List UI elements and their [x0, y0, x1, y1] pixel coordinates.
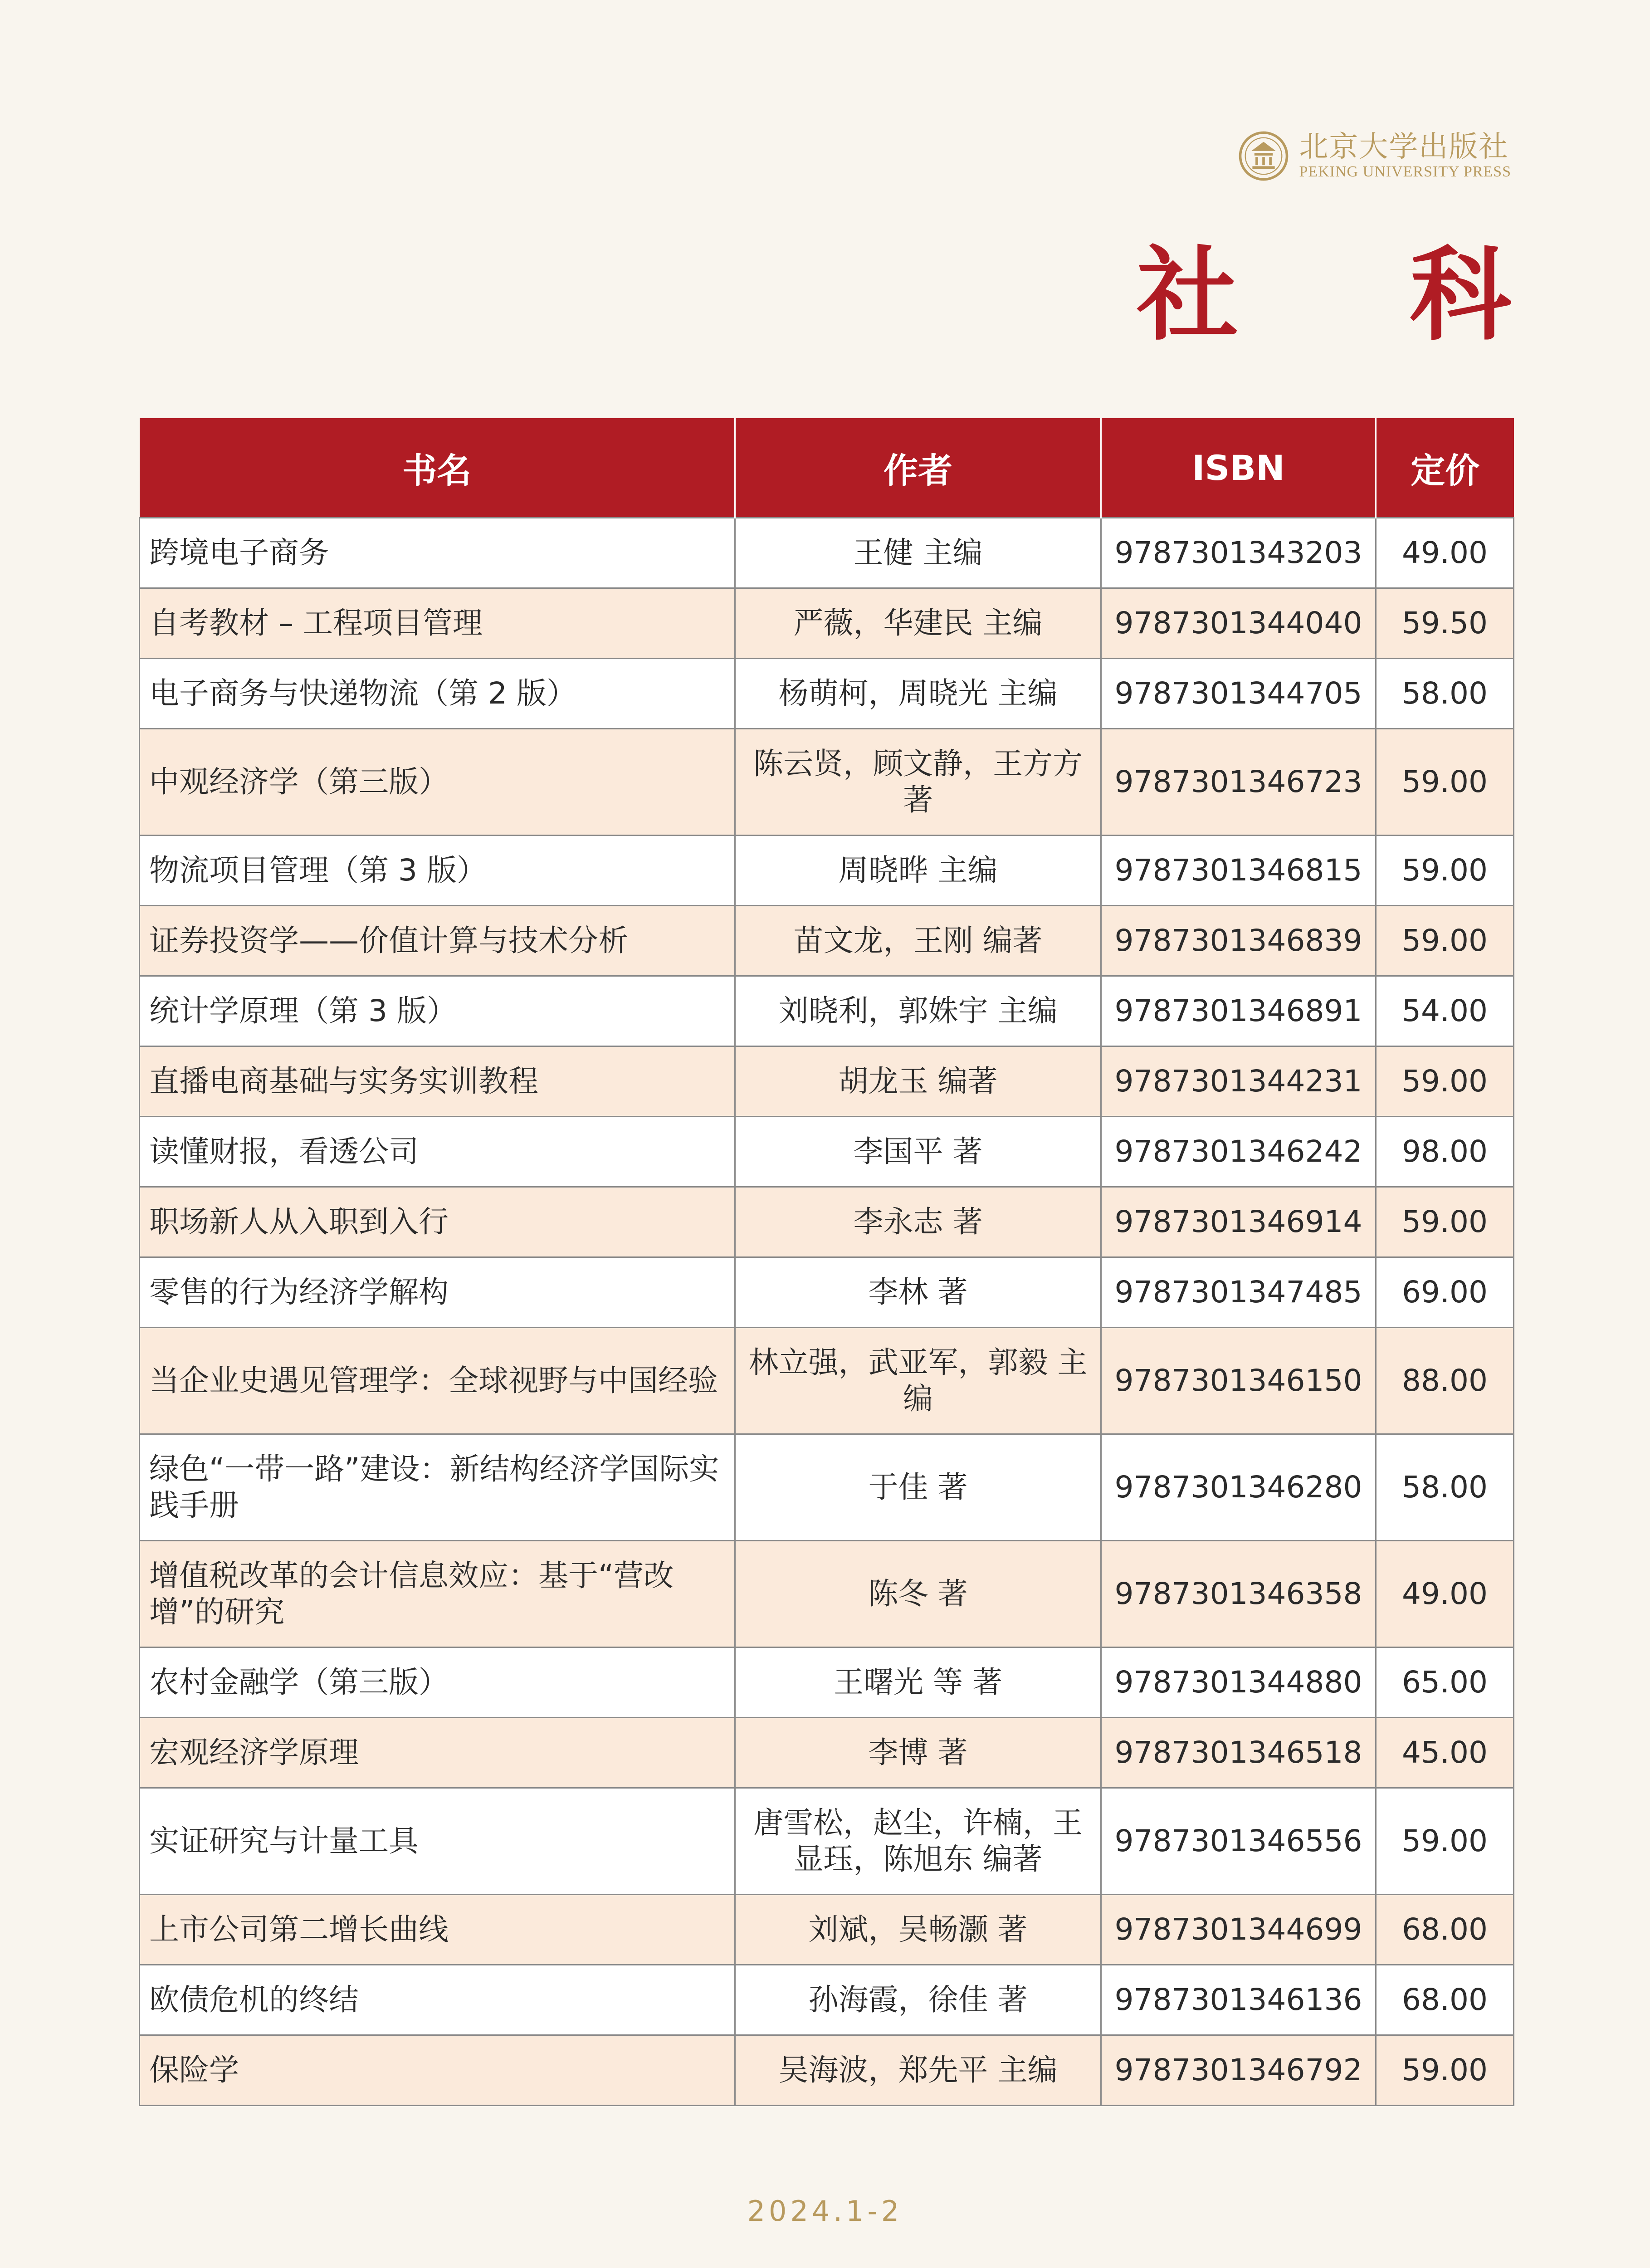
book-author: 王健 主编: [735, 518, 1101, 588]
table-row: [140, 1117, 1514, 1187]
book-isbn: 9787301346815: [1101, 836, 1376, 906]
book-isbn: 9787301346723: [1101, 729, 1376, 836]
book-author: 刘斌，吴畅灏 著: [735, 1895, 1101, 1965]
book-isbn: 9787301346839: [1101, 906, 1376, 976]
header-title: 书名: [140, 418, 735, 518]
book-isbn: 9787301346280: [1101, 1434, 1376, 1541]
table-row: [140, 518, 1514, 588]
book-isbn: 9787301346792: [1101, 2035, 1376, 2106]
book-title: 农村金融学（第三版）: [140, 1647, 735, 1718]
book-isbn: 9787301347485: [1101, 1257, 1376, 1328]
book-price: 49.00: [1376, 518, 1514, 588]
header-price: 定价: [1376, 418, 1514, 518]
book-price: 68.00: [1376, 1965, 1514, 2035]
book-title: 电子商务与快递物流（第 2 版）: [140, 659, 735, 729]
book-author: 林立强，武亚军，郭毅 主编: [735, 1328, 1101, 1434]
table-row: [140, 836, 1514, 906]
book-title: 中观经济学（第三版）: [140, 729, 735, 836]
book-author: 李博 著: [735, 1718, 1101, 1788]
header-isbn: ISBN: [1101, 418, 1376, 518]
table-row: [140, 1718, 1514, 1788]
book-title: 增值税改革的会计信息效应：基于“营改增”的研究: [140, 1541, 735, 1647]
book-price: 69.00: [1376, 1257, 1514, 1328]
book-price: 49.00: [1376, 1541, 1514, 1647]
table-row: [140, 1434, 1514, 1541]
book-author: 王曙光 等 著: [735, 1647, 1101, 1718]
book-author: 刘晓利，郭姝宇 主编: [735, 976, 1101, 1046]
book-title: 物流项目管理（第 3 版）: [140, 836, 735, 906]
table-row: [140, 588, 1514, 659]
publisher-name-cn: 北京大学出版社: [1299, 130, 1509, 164]
book-isbn: 9787301346358: [1101, 1541, 1376, 1647]
book-price: 98.00: [1376, 1117, 1514, 1187]
book-isbn: 9787301346556: [1101, 1788, 1376, 1895]
book-isbn: 9787301346518: [1101, 1718, 1376, 1788]
table-row: [140, 1788, 1514, 1895]
book-isbn: 9787301343203: [1101, 518, 1376, 588]
book-title: 读懂财报，看透公司: [140, 1117, 735, 1187]
table-row: [140, 659, 1514, 729]
table-row: [140, 2035, 1514, 2106]
book-price: 68.00: [1376, 1895, 1514, 1965]
book-price: 59.00: [1376, 1788, 1514, 1895]
book-author: 吴海波，郑先平 主编: [735, 2035, 1101, 2106]
book-price: 59.00: [1376, 836, 1514, 906]
book-price: 58.00: [1376, 659, 1514, 729]
book-price: 65.00: [1376, 1647, 1514, 1718]
book-price: 59.50: [1376, 588, 1514, 659]
book-author: 严薇，华建民 主编: [735, 588, 1101, 659]
publisher-logo: [1238, 131, 1511, 181]
header-author: 作者: [735, 418, 1101, 518]
book-title: 实证研究与计量工具: [140, 1788, 735, 1895]
book-author: 胡龙玉 编著: [735, 1046, 1101, 1117]
book-author: 陈云贤，顾文静，王方方 著: [735, 729, 1101, 836]
book-isbn: 9787301346914: [1101, 1187, 1376, 1257]
book-price: 59.00: [1376, 906, 1514, 976]
table-row: [140, 976, 1514, 1046]
book-title: 自考教材 – 工程项目管理: [140, 588, 735, 659]
category-title: 社 科: [1137, 235, 1579, 354]
table-row: [140, 1541, 1514, 1647]
book-title: 上市公司第二增长曲线: [140, 1895, 735, 1965]
book-author: 陈冬 著: [735, 1541, 1101, 1647]
book-title: 保险学: [140, 2035, 735, 2106]
table-row: [140, 729, 1514, 836]
book-author: 李林 著: [735, 1257, 1101, 1328]
book-isbn: 9787301346242: [1101, 1117, 1376, 1187]
book-price: 54.00: [1376, 976, 1514, 1046]
book-title: 统计学原理（第 3 版）: [140, 976, 735, 1046]
table-row: [140, 1895, 1514, 1965]
book-title: 零售的行为经济学解构: [140, 1257, 735, 1328]
book-title: 跨境电子商务: [140, 518, 735, 588]
book-author: 李永志 著: [735, 1187, 1101, 1257]
book-isbn: 9787301344040: [1101, 588, 1376, 659]
table-row: [140, 1257, 1514, 1328]
table-row: [140, 906, 1514, 976]
table-row: [140, 1965, 1514, 2035]
book-author: 李国平 著: [735, 1117, 1101, 1187]
table-row: [140, 1187, 1514, 1257]
book-author: 唐雪松，赵尘，许楠，王显珏，陈旭东 编著: [735, 1788, 1101, 1895]
book-title: 当企业史遇见管理学：全球视野与中国经验: [140, 1328, 735, 1434]
book-isbn: 9787301344231: [1101, 1046, 1376, 1117]
book-title: 绿色“一带一路”建设：新结构经济学国际实践手册: [140, 1434, 735, 1541]
book-title: 宏观经济学原理: [140, 1718, 735, 1788]
book-price: 88.00: [1376, 1328, 1514, 1434]
book-author: 苗文龙，王刚 编著: [735, 906, 1101, 976]
book-title: 职场新人从入职到入行: [140, 1187, 735, 1257]
table-row: [140, 1046, 1514, 1117]
book-isbn: 9787301346150: [1101, 1328, 1376, 1434]
peking-university-seal-icon: [1238, 131, 1289, 181]
book-isbn: 9787301344699: [1101, 1895, 1376, 1965]
book-list-table: [139, 418, 1514, 2106]
book-title: 直播电商基础与实务实训教程: [140, 1046, 735, 1117]
book-price: 45.00: [1376, 1718, 1514, 1788]
book-price: 59.00: [1376, 2035, 1514, 2106]
book-price: 58.00: [1376, 1434, 1514, 1541]
book-author: 杨萌柯，周晓光 主编: [735, 659, 1101, 729]
table-row: [140, 1328, 1514, 1434]
book-price: 59.00: [1376, 729, 1514, 836]
book-author: 周晓晔 主编: [735, 836, 1101, 906]
book-isbn: 9787301344880: [1101, 1647, 1376, 1718]
publisher-name-en: PEKING UNIVERSITY PRESS: [1299, 163, 1511, 180]
book-isbn: 9787301346891: [1101, 976, 1376, 1046]
book-title: 证券投资学——价值计算与技术分析: [140, 906, 735, 976]
book-isbn: 9787301344705: [1101, 659, 1376, 729]
book-author: 于佳 著: [735, 1434, 1101, 1541]
issue-date: 2024.1-2: [747, 2195, 903, 2228]
book-isbn: 9787301346136: [1101, 1965, 1376, 2035]
book-author: 孙海霞，徐佳 著: [735, 1965, 1101, 2035]
book-price: 59.00: [1376, 1046, 1514, 1117]
table-row: [140, 1647, 1514, 1718]
book-price: 59.00: [1376, 1187, 1514, 1257]
book-title: 欧债危机的终结: [140, 1965, 735, 2035]
table-header-row: [140, 418, 1514, 518]
